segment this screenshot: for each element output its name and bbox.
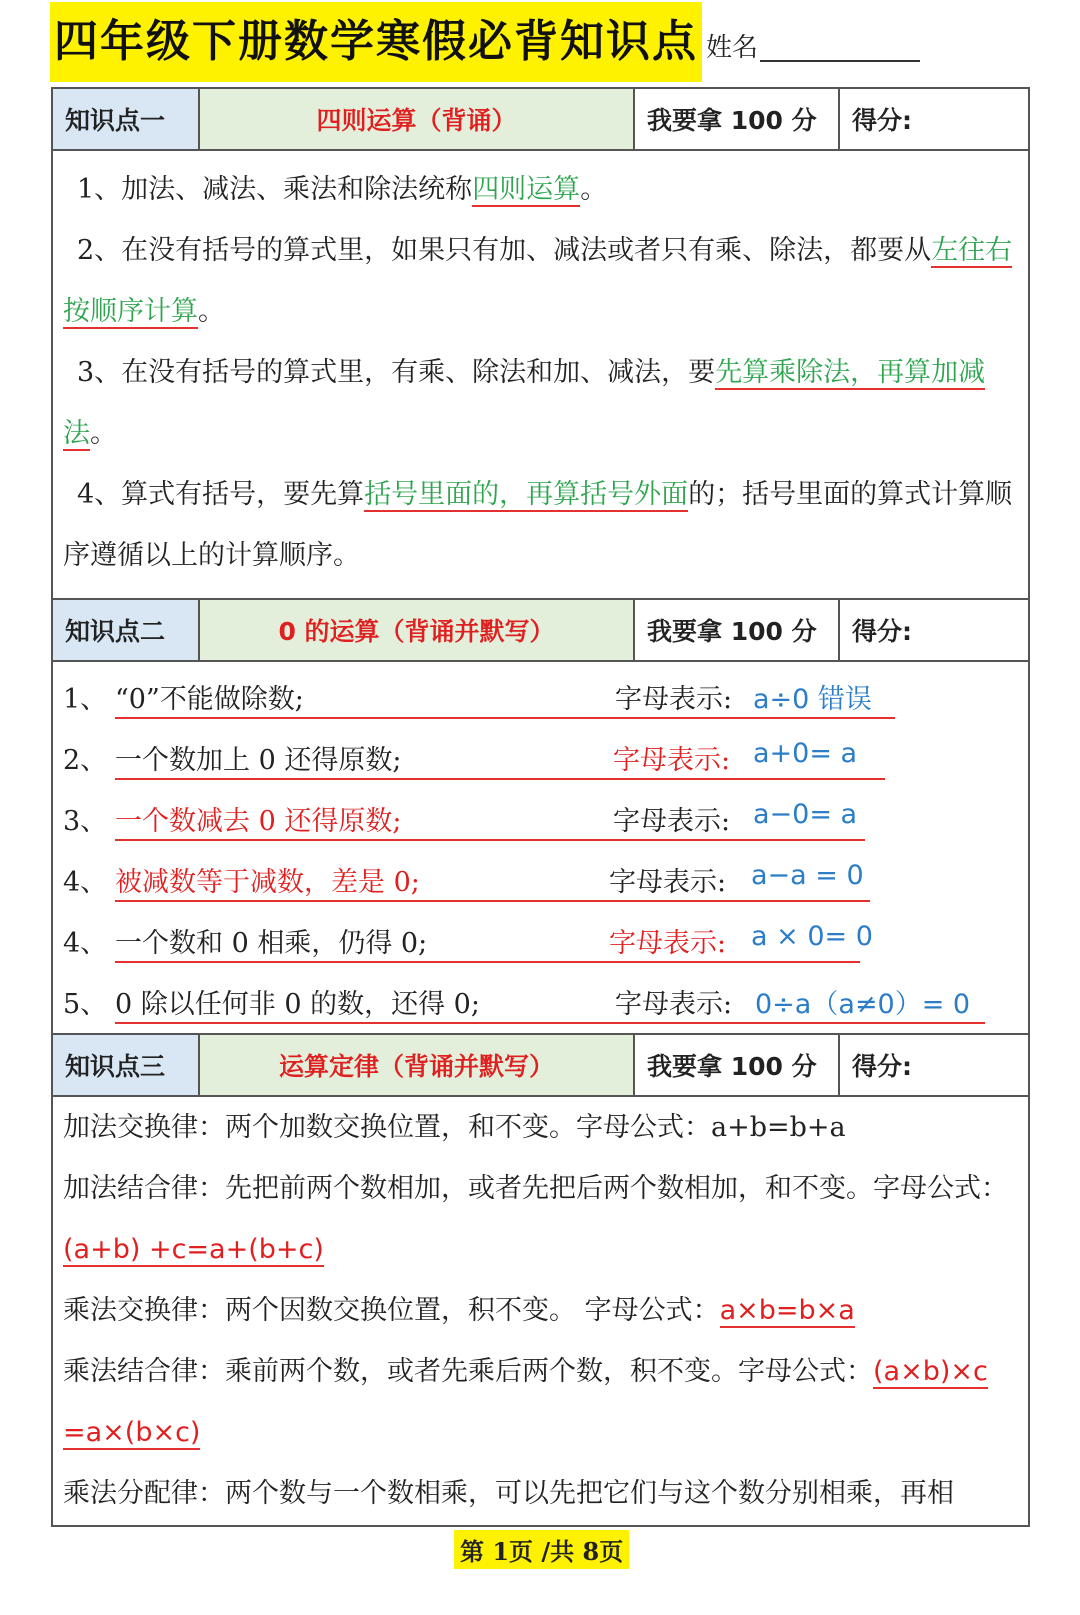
key-phrase: 四则运算 [472, 174, 581, 205]
formula: a+b=b+a [711, 1112, 846, 1143]
topic-note: （背诵） [416, 106, 517, 135]
law-paragraph: 乘法分配律：两个数与一个数相乘，可以先把它们与这个数分别相乘，再相 [63, 1478, 954, 1509]
section-score[interactable]: 得分: [852, 1052, 912, 1081]
list-item: 5、 0 除以任何非 0 的数，还得 0; 字母表示: 0÷a（a≠0）= 0 [63, 970, 1028, 1031]
key-phrase: 左往右按顺序计算 [63, 235, 1013, 327]
section-body-3 [53, 1097, 1028, 1527]
section-topic [200, 89, 635, 149]
list-item: 2、 一个数加上 0 还得原数; 字母表示: a+0= a [63, 726, 1028, 787]
rule-paragraph: 1、加法、减法、乘法和除法统称四则运算。 [77, 174, 608, 205]
topic-note: （背诵并默写） [379, 617, 555, 646]
list-item: 1、 “0”不能做除数; 字母表示: a÷0 错误 [63, 665, 1028, 726]
topic-title: 四则运算 [316, 106, 417, 135]
section-goal: 我要拿 100 分 [635, 1035, 840, 1095]
section-label: 知识点三 [53, 1035, 200, 1095]
formula: (a×b)×c =a×(b×c) [63, 1356, 988, 1448]
section-label: 知识点一 [53, 89, 200, 149]
rule-paragraph: 4、算式有括号，要先算括号里面的，再算括号外面的；括号里面的算式计算顺序遵循以上的计算顺序。 [63, 479, 1013, 571]
law-paragraph: 加法交换律：两个加数交换位置，和不变。字母公式：a+b=b+a [63, 1112, 846, 1143]
page-indicator: 第 1页 /共 8页 [454, 1530, 629, 1569]
rule-paragraph: 3、在没有括号的算式里，有乘、除法和加、减法，要先算乘除法，再算加减法。 [63, 357, 986, 449]
key-phrase: 先算乘除法，再算加减法 [63, 357, 986, 449]
section-goal: 我要拿 100 分 [635, 600, 840, 660]
section-label: 知识点二 [53, 600, 200, 660]
page-title: 四年级下册数学寒假必背知识点 [50, 2, 702, 82]
list-item: 4、 一个数和 0 相乘，仍得 0; 字母表示: a × 0= 0 [63, 909, 1028, 970]
law-paragraph: 乘法交换律：两个因数交换位置，积不变。 字母公式：a×b=b×a [63, 1295, 855, 1326]
section-score[interactable]: 得分: [852, 106, 912, 135]
formula: (a+b) +c=a+(b+c) [63, 1234, 324, 1265]
law-paragraph: 乘法结合律：乘前两个数，或者先乘后两个数，积不变。字母公式：(a×b)×c =a×(b×c) [63, 1356, 988, 1448]
section-goal: 我要拿 100 分 [635, 89, 840, 149]
section-topic [200, 1035, 635, 1095]
list-item: 4、 被减数等于减数，差是 0; 字母表示: a−a = 0 [63, 848, 1028, 909]
section-body-2 [53, 662, 1028, 1035]
name-label: 姓名 [706, 33, 759, 63]
name-blank-line[interactable] [760, 60, 920, 62]
section-score[interactable]: 得分: [852, 617, 912, 646]
topic-title: 运算定律 [278, 1052, 379, 1081]
section-topic [200, 600, 635, 660]
key-phrase: 括号里面的，再算括号外面 [364, 479, 689, 510]
formula: a×b=b×a [719, 1295, 855, 1326]
knowledge-sheet [51, 87, 1030, 1527]
section-header-1 [53, 89, 1028, 151]
topic-note: （背诵并默写） [379, 1052, 555, 1081]
section-header-2 [53, 600, 1028, 662]
list-item: 3、 一个数减去 0 还得原数; 字母表示: a−0= a [63, 787, 1028, 848]
section-body-1 [53, 151, 1028, 600]
topic-title: 0 的运算 [278, 617, 380, 646]
section-header-3 [53, 1035, 1028, 1097]
law-paragraph: 加法结合律：先把前两个数相加，或者先把后两个数相加，和不变。字母公式：(a+b) +c=a+(b+c) [63, 1173, 1008, 1265]
rule-paragraph: 2、在没有括号的算式里，如果只有加、减法或者只有乘、除法，都要从左往右按顺序计算。 [63, 235, 1013, 327]
header [50, 0, 920, 82]
